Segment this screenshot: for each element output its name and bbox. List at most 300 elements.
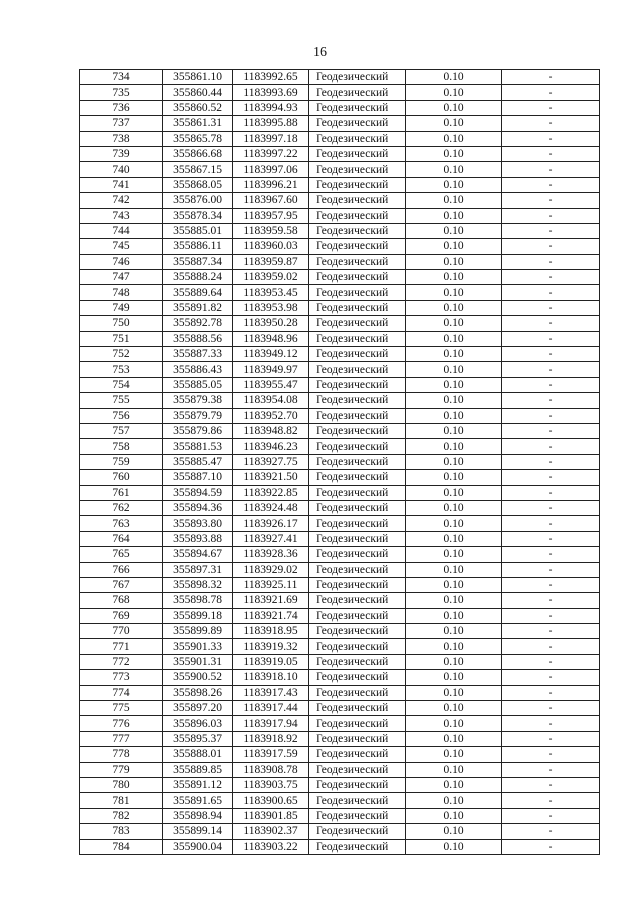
description-cell: - (502, 747, 600, 762)
x-coordinate-cell: 355901.31 (163, 654, 233, 669)
table-row (80, 500, 600, 515)
description-cell: - (502, 654, 600, 669)
point-number-cell: 753 (80, 362, 163, 377)
table-row (80, 70, 600, 85)
accuracy-cell: 0.10 (406, 654, 502, 669)
point-number-cell: 737 (80, 116, 163, 131)
y-coordinate-cell: 1183967.60 (233, 193, 309, 208)
point-number-cell: 743 (80, 208, 163, 223)
accuracy-cell: 0.10 (406, 562, 502, 577)
table-row (80, 470, 600, 485)
accuracy-cell: 0.10 (406, 116, 502, 131)
x-coordinate-cell: 355881.53 (163, 439, 233, 454)
coordinates-table (79, 69, 600, 855)
y-coordinate-cell: 1183994.93 (233, 100, 309, 115)
accuracy-cell: 0.10 (406, 193, 502, 208)
accuracy-cell: 0.10 (406, 423, 502, 438)
description-cell: - (502, 193, 600, 208)
y-coordinate-cell: 1183997.22 (233, 146, 309, 161)
description-cell: - (502, 285, 600, 300)
point-number-cell: 764 (80, 531, 163, 546)
table-row (80, 254, 600, 269)
x-coordinate-cell: 355861.10 (163, 70, 233, 85)
table-row (80, 808, 600, 823)
x-coordinate-cell: 355860.52 (163, 100, 233, 115)
x-coordinate-cell: 355898.94 (163, 808, 233, 823)
method-cell: Геодезический (309, 547, 406, 562)
method-cell: Геодезический (309, 116, 406, 131)
method-cell: Геодезический (309, 208, 406, 223)
y-coordinate-cell: 1183922.85 (233, 485, 309, 500)
y-coordinate-cell: 1183917.43 (233, 685, 309, 700)
y-coordinate-cell: 1183917.94 (233, 716, 309, 731)
x-coordinate-cell: 355879.79 (163, 408, 233, 423)
accuracy-cell: 0.10 (406, 300, 502, 315)
accuracy-cell: 0.10 (406, 762, 502, 777)
point-number-cell: 746 (80, 254, 163, 269)
point-number-cell: 750 (80, 316, 163, 331)
x-coordinate-cell: 355885.47 (163, 454, 233, 469)
y-coordinate-cell: 1183959.02 (233, 270, 309, 285)
x-coordinate-cell: 355900.04 (163, 839, 233, 854)
coordinates-table-body (80, 70, 600, 855)
description-cell: - (502, 254, 600, 269)
x-coordinate-cell: 355893.80 (163, 516, 233, 531)
point-number-cell: 775 (80, 701, 163, 716)
point-number-cell: 757 (80, 423, 163, 438)
y-coordinate-cell: 1183902.37 (233, 824, 309, 839)
accuracy-cell: 0.10 (406, 485, 502, 500)
description-cell: - (502, 331, 600, 346)
table-row (80, 131, 600, 146)
accuracy-cell: 0.10 (406, 839, 502, 854)
table-row (80, 193, 600, 208)
x-coordinate-cell: 355861.31 (163, 116, 233, 131)
y-coordinate-cell: 1183993.69 (233, 85, 309, 100)
y-coordinate-cell: 1183921.50 (233, 470, 309, 485)
table-row (80, 777, 600, 792)
method-cell: Геодезический (309, 701, 406, 716)
x-coordinate-cell: 355894.67 (163, 547, 233, 562)
accuracy-cell: 0.10 (406, 85, 502, 100)
y-coordinate-cell: 1183903.75 (233, 777, 309, 792)
table-row (80, 454, 600, 469)
accuracy-cell: 0.10 (406, 731, 502, 746)
y-coordinate-cell: 1183929.02 (233, 562, 309, 577)
method-cell: Геодезический (309, 393, 406, 408)
table-row (80, 731, 600, 746)
description-cell: - (502, 824, 600, 839)
table-row (80, 347, 600, 362)
method-cell: Геодезический (309, 254, 406, 269)
x-coordinate-cell: 355897.31 (163, 562, 233, 577)
point-number-cell: 772 (80, 654, 163, 669)
method-cell: Геодезический (309, 223, 406, 238)
table-row (80, 285, 600, 300)
point-number-cell: 763 (80, 516, 163, 531)
table-row (80, 177, 600, 192)
x-coordinate-cell: 355898.26 (163, 685, 233, 700)
point-number-cell: 781 (80, 793, 163, 808)
x-coordinate-cell: 355888.24 (163, 270, 233, 285)
point-number-cell: 749 (80, 300, 163, 315)
accuracy-cell: 0.10 (406, 146, 502, 161)
description-cell: - (502, 239, 600, 254)
table-row (80, 146, 600, 161)
method-cell: Геодезический (309, 100, 406, 115)
x-coordinate-cell: 355891.12 (163, 777, 233, 792)
table-row (80, 608, 600, 623)
point-number-cell: 751 (80, 331, 163, 346)
description-cell: - (502, 300, 600, 315)
method-cell: Геодезический (309, 300, 406, 315)
point-number-cell: 734 (80, 70, 163, 85)
method-cell: Геодезический (309, 593, 406, 608)
description-cell: - (502, 316, 600, 331)
y-coordinate-cell: 1183921.74 (233, 608, 309, 623)
accuracy-cell: 0.10 (406, 162, 502, 177)
point-number-cell: 769 (80, 608, 163, 623)
y-coordinate-cell: 1183918.95 (233, 624, 309, 639)
table-row (80, 116, 600, 131)
description-cell: - (502, 516, 600, 531)
method-cell: Геодезический (309, 562, 406, 577)
table-row (80, 701, 600, 716)
table-row (80, 624, 600, 639)
table-row (80, 762, 600, 777)
y-coordinate-cell: 1183949.97 (233, 362, 309, 377)
table-row (80, 670, 600, 685)
x-coordinate-cell: 355891.82 (163, 300, 233, 315)
point-number-cell: 782 (80, 808, 163, 823)
description-cell: - (502, 577, 600, 592)
y-coordinate-cell: 1183959.58 (233, 223, 309, 238)
x-coordinate-cell: 355899.18 (163, 608, 233, 623)
method-cell: Геодезический (309, 285, 406, 300)
x-coordinate-cell: 355887.33 (163, 347, 233, 362)
y-coordinate-cell: 1183992.65 (233, 70, 309, 85)
point-number-cell: 773 (80, 670, 163, 685)
method-cell: Геодезический (309, 654, 406, 669)
method-cell: Геодезический (309, 316, 406, 331)
table-row (80, 654, 600, 669)
description-cell: - (502, 70, 600, 85)
accuracy-cell: 0.10 (406, 270, 502, 285)
y-coordinate-cell: 1183917.44 (233, 701, 309, 716)
description-cell: - (502, 223, 600, 238)
point-number-cell: 776 (80, 716, 163, 731)
y-coordinate-cell: 1183997.06 (233, 162, 309, 177)
accuracy-cell: 0.10 (406, 254, 502, 269)
x-coordinate-cell: 355888.56 (163, 331, 233, 346)
accuracy-cell: 0.10 (406, 331, 502, 346)
y-coordinate-cell: 1183997.18 (233, 131, 309, 146)
description-cell: - (502, 485, 600, 500)
y-coordinate-cell: 1183921.69 (233, 593, 309, 608)
description-cell: - (502, 670, 600, 685)
accuracy-cell: 0.10 (406, 177, 502, 192)
point-number-cell: 768 (80, 593, 163, 608)
table-row (80, 408, 600, 423)
method-cell: Геодезический (309, 331, 406, 346)
x-coordinate-cell: 355899.89 (163, 624, 233, 639)
method-cell: Геодезический (309, 531, 406, 546)
description-cell: - (502, 701, 600, 716)
method-cell: Геодезический (309, 670, 406, 685)
table-row (80, 793, 600, 808)
table-row (80, 577, 600, 592)
method-cell: Геодезический (309, 716, 406, 731)
point-number-cell: 759 (80, 454, 163, 469)
y-coordinate-cell: 1183957.95 (233, 208, 309, 223)
x-coordinate-cell: 355860.44 (163, 85, 233, 100)
y-coordinate-cell: 1183908.78 (233, 762, 309, 777)
x-coordinate-cell: 355899.14 (163, 824, 233, 839)
description-cell: - (502, 808, 600, 823)
method-cell: Геодезический (309, 485, 406, 500)
accuracy-cell: 0.10 (406, 593, 502, 608)
accuracy-cell: 0.10 (406, 285, 502, 300)
y-coordinate-cell: 1183953.45 (233, 285, 309, 300)
table-row (80, 239, 600, 254)
table-row (80, 685, 600, 700)
description-cell: - (502, 793, 600, 808)
y-coordinate-cell: 1183960.03 (233, 239, 309, 254)
accuracy-cell: 0.10 (406, 547, 502, 562)
x-coordinate-cell: 355866.68 (163, 146, 233, 161)
accuracy-cell: 0.10 (406, 316, 502, 331)
accuracy-cell: 0.10 (406, 362, 502, 377)
method-cell: Геодезический (309, 177, 406, 192)
point-number-cell: 779 (80, 762, 163, 777)
method-cell: Геодезический (309, 408, 406, 423)
y-coordinate-cell: 1183926.17 (233, 516, 309, 531)
point-number-cell: 735 (80, 85, 163, 100)
accuracy-cell: 0.10 (406, 701, 502, 716)
x-coordinate-cell: 355894.36 (163, 500, 233, 515)
x-coordinate-cell: 355879.38 (163, 393, 233, 408)
accuracy-cell: 0.10 (406, 454, 502, 469)
x-coordinate-cell: 355897.20 (163, 701, 233, 716)
table-row (80, 531, 600, 546)
method-cell: Геодезический (309, 639, 406, 654)
x-coordinate-cell: 355900.52 (163, 670, 233, 685)
y-coordinate-cell: 1183903.22 (233, 839, 309, 854)
accuracy-cell: 0.10 (406, 439, 502, 454)
x-coordinate-cell: 355893.88 (163, 531, 233, 546)
method-cell: Геодезический (309, 824, 406, 839)
method-cell: Геодезический (309, 423, 406, 438)
table-row (80, 423, 600, 438)
table-row (80, 485, 600, 500)
description-cell: - (502, 454, 600, 469)
table-row (80, 824, 600, 839)
x-coordinate-cell: 355898.78 (163, 593, 233, 608)
x-coordinate-cell: 355878.34 (163, 208, 233, 223)
method-cell: Геодезический (309, 762, 406, 777)
accuracy-cell: 0.10 (406, 624, 502, 639)
description-cell: - (502, 162, 600, 177)
accuracy-cell: 0.10 (406, 670, 502, 685)
x-coordinate-cell: 355888.01 (163, 747, 233, 762)
table-row (80, 547, 600, 562)
table-row (80, 747, 600, 762)
point-number-cell: 740 (80, 162, 163, 177)
point-number-cell: 755 (80, 393, 163, 408)
description-cell: - (502, 608, 600, 623)
accuracy-cell: 0.10 (406, 408, 502, 423)
point-number-cell: 744 (80, 223, 163, 238)
point-number-cell: 742 (80, 193, 163, 208)
point-number-cell: 761 (80, 485, 163, 500)
description-cell: - (502, 839, 600, 854)
x-coordinate-cell: 355898.32 (163, 577, 233, 592)
method-cell: Геодезический (309, 439, 406, 454)
page-number: 16 (313, 45, 327, 60)
method-cell: Геодезический (309, 70, 406, 85)
description-cell: - (502, 439, 600, 454)
x-coordinate-cell: 355865.78 (163, 131, 233, 146)
description-cell: - (502, 731, 600, 746)
table-row (80, 208, 600, 223)
accuracy-cell: 0.10 (406, 223, 502, 238)
point-number-cell: 736 (80, 100, 163, 115)
x-coordinate-cell: 355887.34 (163, 254, 233, 269)
y-coordinate-cell: 1183925.11 (233, 577, 309, 592)
accuracy-cell: 0.10 (406, 777, 502, 792)
accuracy-cell: 0.10 (406, 716, 502, 731)
method-cell: Геодезический (309, 270, 406, 285)
accuracy-cell: 0.10 (406, 639, 502, 654)
description-cell: - (502, 531, 600, 546)
description-cell: - (502, 777, 600, 792)
table-row (80, 377, 600, 392)
y-coordinate-cell: 1183952.70 (233, 408, 309, 423)
point-number-cell: 778 (80, 747, 163, 762)
accuracy-cell: 0.10 (406, 70, 502, 85)
accuracy-cell: 0.10 (406, 793, 502, 808)
accuracy-cell: 0.10 (406, 208, 502, 223)
point-number-cell: 747 (80, 270, 163, 285)
y-coordinate-cell: 1183918.92 (233, 731, 309, 746)
description-cell: - (502, 100, 600, 115)
point-number-cell: 754 (80, 377, 163, 392)
x-coordinate-cell: 355887.10 (163, 470, 233, 485)
x-coordinate-cell: 355895.37 (163, 731, 233, 746)
point-number-cell: 760 (80, 470, 163, 485)
y-coordinate-cell: 1183995.88 (233, 116, 309, 131)
y-coordinate-cell: 1183917.59 (233, 747, 309, 762)
accuracy-cell: 0.10 (406, 608, 502, 623)
point-number-cell: 777 (80, 731, 163, 746)
x-coordinate-cell: 355889.85 (163, 762, 233, 777)
method-cell: Геодезический (309, 839, 406, 854)
method-cell: Геодезический (309, 793, 406, 808)
x-coordinate-cell: 355885.01 (163, 223, 233, 238)
x-coordinate-cell: 355896.03 (163, 716, 233, 731)
table-row (80, 593, 600, 608)
accuracy-cell: 0.10 (406, 685, 502, 700)
x-coordinate-cell: 355886.11 (163, 239, 233, 254)
y-coordinate-cell: 1183954.08 (233, 393, 309, 408)
method-cell: Геодезический (309, 162, 406, 177)
method-cell: Геодезический (309, 777, 406, 792)
point-number-cell: 770 (80, 624, 163, 639)
point-number-cell: 765 (80, 547, 163, 562)
y-coordinate-cell: 1183918.10 (233, 670, 309, 685)
description-cell: - (502, 177, 600, 192)
x-coordinate-cell: 355894.59 (163, 485, 233, 500)
method-cell: Геодезический (309, 747, 406, 762)
point-number-cell: 783 (80, 824, 163, 839)
accuracy-cell: 0.10 (406, 239, 502, 254)
accuracy-cell: 0.10 (406, 531, 502, 546)
description-cell: - (502, 562, 600, 577)
y-coordinate-cell: 1183928.36 (233, 547, 309, 562)
description-cell: - (502, 131, 600, 146)
description-cell: - (502, 470, 600, 485)
description-cell: - (502, 208, 600, 223)
description-cell: - (502, 593, 600, 608)
table-row (80, 362, 600, 377)
table-row (80, 393, 600, 408)
point-number-cell: 741 (80, 177, 163, 192)
method-cell: Геодезический (309, 454, 406, 469)
point-number-cell: 756 (80, 408, 163, 423)
description-cell: - (502, 547, 600, 562)
accuracy-cell: 0.10 (406, 100, 502, 115)
accuracy-cell: 0.10 (406, 808, 502, 823)
y-coordinate-cell: 1183927.75 (233, 454, 309, 469)
description-cell: - (502, 500, 600, 515)
table-row (80, 223, 600, 238)
table-row (80, 516, 600, 531)
description-cell: - (502, 377, 600, 392)
x-coordinate-cell: 355892.78 (163, 316, 233, 331)
table-row (80, 85, 600, 100)
y-coordinate-cell: 1183955.47 (233, 377, 309, 392)
table-row (80, 639, 600, 654)
description-cell: - (502, 624, 600, 639)
y-coordinate-cell: 1183924.48 (233, 500, 309, 515)
method-cell: Геодезический (309, 516, 406, 531)
table-row (80, 100, 600, 115)
method-cell: Геодезический (309, 500, 406, 515)
point-number-cell: 767 (80, 577, 163, 592)
method-cell: Геодезический (309, 131, 406, 146)
description-cell: - (502, 716, 600, 731)
accuracy-cell: 0.10 (406, 577, 502, 592)
y-coordinate-cell: 1183949.12 (233, 347, 309, 362)
accuracy-cell: 0.10 (406, 393, 502, 408)
description-cell: - (502, 85, 600, 100)
method-cell: Геодезический (309, 608, 406, 623)
table-row (80, 716, 600, 731)
table-row (80, 270, 600, 285)
table-row (80, 162, 600, 177)
point-number-cell: 745 (80, 239, 163, 254)
x-coordinate-cell: 355901.33 (163, 639, 233, 654)
x-coordinate-cell: 355879.86 (163, 423, 233, 438)
y-coordinate-cell: 1183919.05 (233, 654, 309, 669)
accuracy-cell: 0.10 (406, 131, 502, 146)
x-coordinate-cell: 355867.15 (163, 162, 233, 177)
method-cell: Геодезический (309, 146, 406, 161)
description-cell: - (502, 685, 600, 700)
description-cell: - (502, 347, 600, 362)
x-coordinate-cell: 355876.00 (163, 193, 233, 208)
method-cell: Геодезический (309, 808, 406, 823)
